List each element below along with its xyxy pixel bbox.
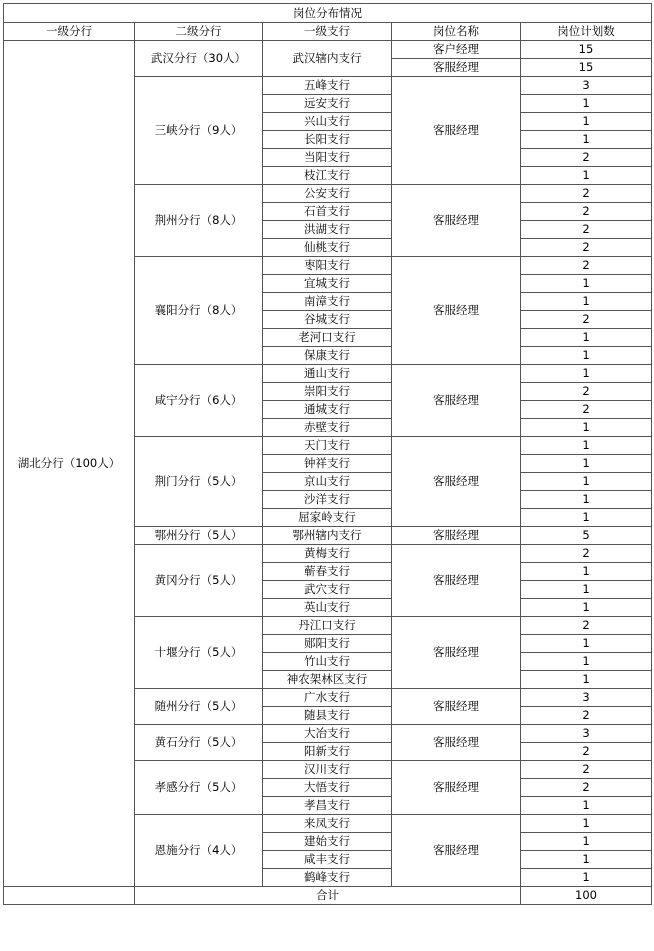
subbranch-cell: 黄梅支行 <box>263 545 392 563</box>
subbranch-cell: 丹江口支行 <box>263 617 392 635</box>
post-count-cell: 3 <box>521 77 652 95</box>
header-post-name: 岗位名称 <box>392 23 521 41</box>
post-count-cell: 2 <box>521 203 652 221</box>
post-count-cell: 1 <box>521 113 652 131</box>
header-post-count: 岗位计划数 <box>521 23 652 41</box>
post-count-cell: 1 <box>521 599 652 617</box>
post-name-cell: 客服经理 <box>392 365 521 437</box>
subbranch-cell: 竹山支行 <box>263 653 392 671</box>
post-name-cell: 客服经理 <box>392 617 521 689</box>
subbranch-cell: 宜城支行 <box>263 275 392 293</box>
post-count-cell: 3 <box>521 689 652 707</box>
header-level2-branch: 二级分行 <box>135 23 263 41</box>
subbranch-cell: 大悟支行 <box>263 779 392 797</box>
top-branch-cell: 湖北分行（100人） <box>4 41 135 887</box>
post-count-cell: 2 <box>521 311 652 329</box>
subbranch-cell: 来凤支行 <box>263 815 392 833</box>
post-count-cell: 2 <box>521 545 652 563</box>
subbranch-cell: 广水支行 <box>263 689 392 707</box>
subbranch-cell: 枣阳支行 <box>263 257 392 275</box>
level2-branch-cell: 咸宁分行（6人） <box>135 365 263 437</box>
post-name-cell: 客服经理 <box>392 437 521 527</box>
subbranch-cell: 五峰支行 <box>263 77 392 95</box>
post-distribution-table <box>3 3 652 905</box>
post-name-cell: 客服经理 <box>392 185 521 257</box>
post-name-cell: 客服经理 <box>392 257 521 365</box>
subbranch-cell: 通山支行 <box>263 365 392 383</box>
post-count-cell: 1 <box>521 131 652 149</box>
post-count-cell: 1 <box>521 95 652 113</box>
subbranch-cell: 孝昌支行 <box>263 797 392 815</box>
subbranch-cell: 英山支行 <box>263 599 392 617</box>
subbranch-cell: 长阳支行 <box>263 131 392 149</box>
subbranch-cell: 大冶支行 <box>263 725 392 743</box>
post-name-cell: 客服经理 <box>392 77 521 185</box>
post-count-cell: 1 <box>521 437 652 455</box>
subbranch-cell: 南漳支行 <box>263 293 392 311</box>
subbranch-cell: 赤壁支行 <box>263 419 392 437</box>
subbranch-cell: 洪湖支行 <box>263 221 392 239</box>
subbranch-cell: 神农架林区支行 <box>263 671 392 689</box>
subbranch-cell: 建始支行 <box>263 833 392 851</box>
post-count-cell: 1 <box>521 797 652 815</box>
post-count-cell: 2 <box>521 221 652 239</box>
subbranch-cell: 钟祥支行 <box>263 455 392 473</box>
post-name-cell: 客服经理 <box>392 815 521 887</box>
post-name-cell: 客服经理 <box>392 761 521 815</box>
post-count-cell: 2 <box>521 149 652 167</box>
post-count-cell: 1 <box>521 833 652 851</box>
post-count-cell: 1 <box>521 563 652 581</box>
level2-branch-cell: 十堰分行（5人） <box>135 617 263 689</box>
subbranch-cell: 鹤峰支行 <box>263 869 392 887</box>
post-count-cell: 2 <box>521 743 652 761</box>
header-row <box>4 23 652 41</box>
subbranch-cell: 老河口支行 <box>263 329 392 347</box>
post-count-cell: 1 <box>521 653 652 671</box>
post-name-cell: 客户经理 <box>392 41 521 59</box>
subbranch-cell: 通城支行 <box>263 401 392 419</box>
post-count-cell: 2 <box>521 185 652 203</box>
post-name-cell: 客服经理 <box>392 725 521 761</box>
level2-branch-cell: 恩施分行（4人） <box>135 815 263 887</box>
post-count-cell: 1 <box>521 869 652 887</box>
total-row <box>4 887 652 905</box>
post-count-cell: 1 <box>521 815 652 833</box>
subbranch-cell: 鄂州辖内支行 <box>263 527 392 545</box>
post-count-cell: 2 <box>521 401 652 419</box>
subbranch-cell: 随县支行 <box>263 707 392 725</box>
subbranch-cell: 石首支行 <box>263 203 392 221</box>
post-count-cell: 15 <box>521 41 652 59</box>
level2-branch-cell: 黄冈分行（5人） <box>135 545 263 617</box>
level2-branch-cell: 黄石分行（5人） <box>135 725 263 761</box>
subbranch-cell: 武穴支行 <box>263 581 392 599</box>
subbranch-cell: 枝江支行 <box>263 167 392 185</box>
header-level1-subbranch: 一级支行 <box>263 23 392 41</box>
subbranch-cell: 保康支行 <box>263 347 392 365</box>
total-label-cell: 合计 <box>135 887 521 905</box>
subbranch-cell: 蕲春支行 <box>263 563 392 581</box>
table-body <box>4 4 652 905</box>
post-count-cell: 1 <box>521 347 652 365</box>
subbranch-cell: 天门支行 <box>263 437 392 455</box>
post-count-cell: 1 <box>521 275 652 293</box>
subbranch-cell: 阳新支行 <box>263 743 392 761</box>
post-count-cell: 1 <box>521 491 652 509</box>
level2-branch-cell: 荆州分行（8人） <box>135 185 263 257</box>
subbranch-cell: 咸丰支行 <box>263 851 392 869</box>
subbranch-cell: 汉川支行 <box>263 761 392 779</box>
subbranch-cell: 沙洋支行 <box>263 491 392 509</box>
level2-branch-cell: 荆门分行（5人） <box>135 437 263 527</box>
table-row <box>4 41 652 59</box>
post-count-cell: 1 <box>521 293 652 311</box>
subbranch-cell: 仙桃支行 <box>263 239 392 257</box>
post-count-cell: 1 <box>521 635 652 653</box>
subbranch-cell: 武汉辖内支行 <box>263 41 392 77</box>
post-name-cell: 客服经理 <box>392 527 521 545</box>
level2-branch-cell: 鄂州分行（5人） <box>135 527 263 545</box>
subbranch-cell: 兴山支行 <box>263 113 392 131</box>
post-count-cell: 1 <box>521 329 652 347</box>
post-count-cell: 5 <box>521 527 652 545</box>
subbranch-cell: 公安支行 <box>263 185 392 203</box>
subbranch-cell: 远安支行 <box>263 95 392 113</box>
post-count-cell: 2 <box>521 257 652 275</box>
level2-branch-cell: 武汉分行（30人） <box>135 41 263 77</box>
table-title: 岗位分布情况 <box>4 4 652 23</box>
post-count-cell: 2 <box>521 383 652 401</box>
post-count-cell: 2 <box>521 617 652 635</box>
post-count-cell: 2 <box>521 239 652 257</box>
post-count-cell: 1 <box>521 419 652 437</box>
post-name-cell: 客服经理 <box>392 689 521 725</box>
post-count-cell: 1 <box>521 509 652 527</box>
level2-branch-cell: 随州分行（5人） <box>135 689 263 725</box>
post-count-cell: 1 <box>521 365 652 383</box>
post-count-cell: 1 <box>521 671 652 689</box>
subbranch-cell: 谷城支行 <box>263 311 392 329</box>
post-count-cell: 1 <box>521 581 652 599</box>
post-count-cell: 2 <box>521 707 652 725</box>
level2-branch-cell: 孝感分行（5人） <box>135 761 263 815</box>
title-row <box>4 4 652 23</box>
post-count-cell: 2 <box>521 779 652 797</box>
level2-branch-cell: 襄阳分行（8人） <box>135 257 263 365</box>
level2-branch-cell: 三峡分行（9人） <box>135 77 263 185</box>
header-level1-branch: 一级分行 <box>4 23 135 41</box>
subbranch-cell: 京山支行 <box>263 473 392 491</box>
subbranch-cell: 崇阳支行 <box>263 383 392 401</box>
subbranch-cell: 屈家岭支行 <box>263 509 392 527</box>
total-spacer-cell <box>4 887 135 905</box>
post-count-cell: 3 <box>521 725 652 743</box>
post-count-cell: 15 <box>521 59 652 77</box>
post-name-cell: 客服经理 <box>392 59 521 77</box>
post-count-cell: 2 <box>521 761 652 779</box>
post-count-cell: 1 <box>521 167 652 185</box>
subbranch-cell: 当阳支行 <box>263 149 392 167</box>
document-page <box>3 3 652 905</box>
total-value-cell: 100 <box>521 887 652 905</box>
post-count-cell: 1 <box>521 455 652 473</box>
post-count-cell: 1 <box>521 473 652 491</box>
post-count-cell: 1 <box>521 851 652 869</box>
subbranch-cell: 郧阳支行 <box>263 635 392 653</box>
post-name-cell: 客服经理 <box>392 545 521 617</box>
